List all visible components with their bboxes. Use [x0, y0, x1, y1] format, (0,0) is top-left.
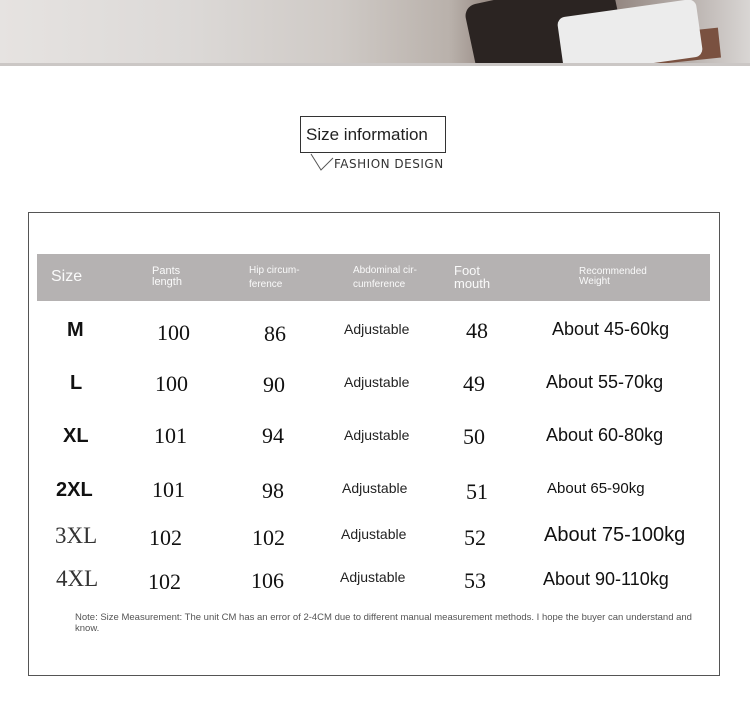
row-weight: About 75-100kg — [544, 524, 686, 546]
row-size: L — [70, 372, 83, 394]
header-size: Size — [51, 268, 83, 285]
measurement-note: Note: Size Measurement: The unit CM has an error of 2-4CM due to different manual measurement methods. I hope the buyer can understand and know. — [75, 612, 692, 634]
row-foot-mouth: 51 — [466, 479, 488, 504]
row-weight: About 65-90kg — [547, 480, 645, 497]
row-abdominal: Adjustable — [342, 480, 408, 496]
header-foot-mouth: Foot mouth — [454, 263, 491, 291]
row-size: XL — [63, 425, 89, 447]
header-pants-length: Pants length — [152, 265, 182, 288]
row-hip: 106 — [251, 568, 284, 593]
row-pants-length: 101 — [154, 423, 187, 448]
header-hip: Hip circum- ference — [249, 265, 300, 290]
row-abdominal: Adjustable — [340, 569, 406, 585]
row-hip: 94 — [262, 423, 284, 448]
header-abdominal: Abdominal cir- cumference — [353, 265, 417, 290]
row-foot-mouth: 49 — [463, 371, 485, 396]
row-size: M — [67, 319, 84, 341]
row-pants-length: 102 — [148, 569, 181, 594]
row-weight: About 60-80kg — [546, 425, 664, 445]
row-weight: About 55-70kg — [546, 372, 664, 392]
row-abdominal: Adjustable — [344, 321, 410, 337]
row-size: 2XL — [56, 479, 93, 501]
table-header — [37, 254, 710, 301]
row-pants-length: 102 — [149, 525, 182, 550]
row-pants-length: 100 — [155, 371, 188, 396]
row-hip: 102 — [252, 525, 285, 550]
section-title: Size information — [300, 116, 446, 153]
row-hip: 86 — [264, 321, 286, 346]
row-weight: About 90-110kg — [543, 569, 669, 589]
row-hip: 90 — [263, 372, 285, 397]
row-pants-length: 100 — [157, 320, 190, 345]
row-size: 3XL — [55, 523, 98, 548]
product-photo — [0, 0, 750, 66]
row-hip: 98 — [262, 478, 284, 503]
row-foot-mouth: 48 — [466, 318, 488, 343]
row-weight: About 45-60kg — [552, 319, 670, 339]
header-recommended-weight: Recommended Weight — [579, 266, 647, 287]
row-size: 4XL — [56, 566, 99, 591]
row-foot-mouth: 53 — [464, 568, 486, 593]
section-subtitle: FASHION DESIGN — [334, 157, 444, 171]
row-pants-length: 101 — [152, 477, 185, 502]
row-foot-mouth: 50 — [463, 424, 485, 449]
row-foot-mouth: 52 — [464, 525, 486, 550]
row-abdominal: Adjustable — [344, 427, 410, 443]
row-abdominal: Adjustable — [341, 526, 407, 542]
row-abdominal: Adjustable — [344, 374, 410, 390]
